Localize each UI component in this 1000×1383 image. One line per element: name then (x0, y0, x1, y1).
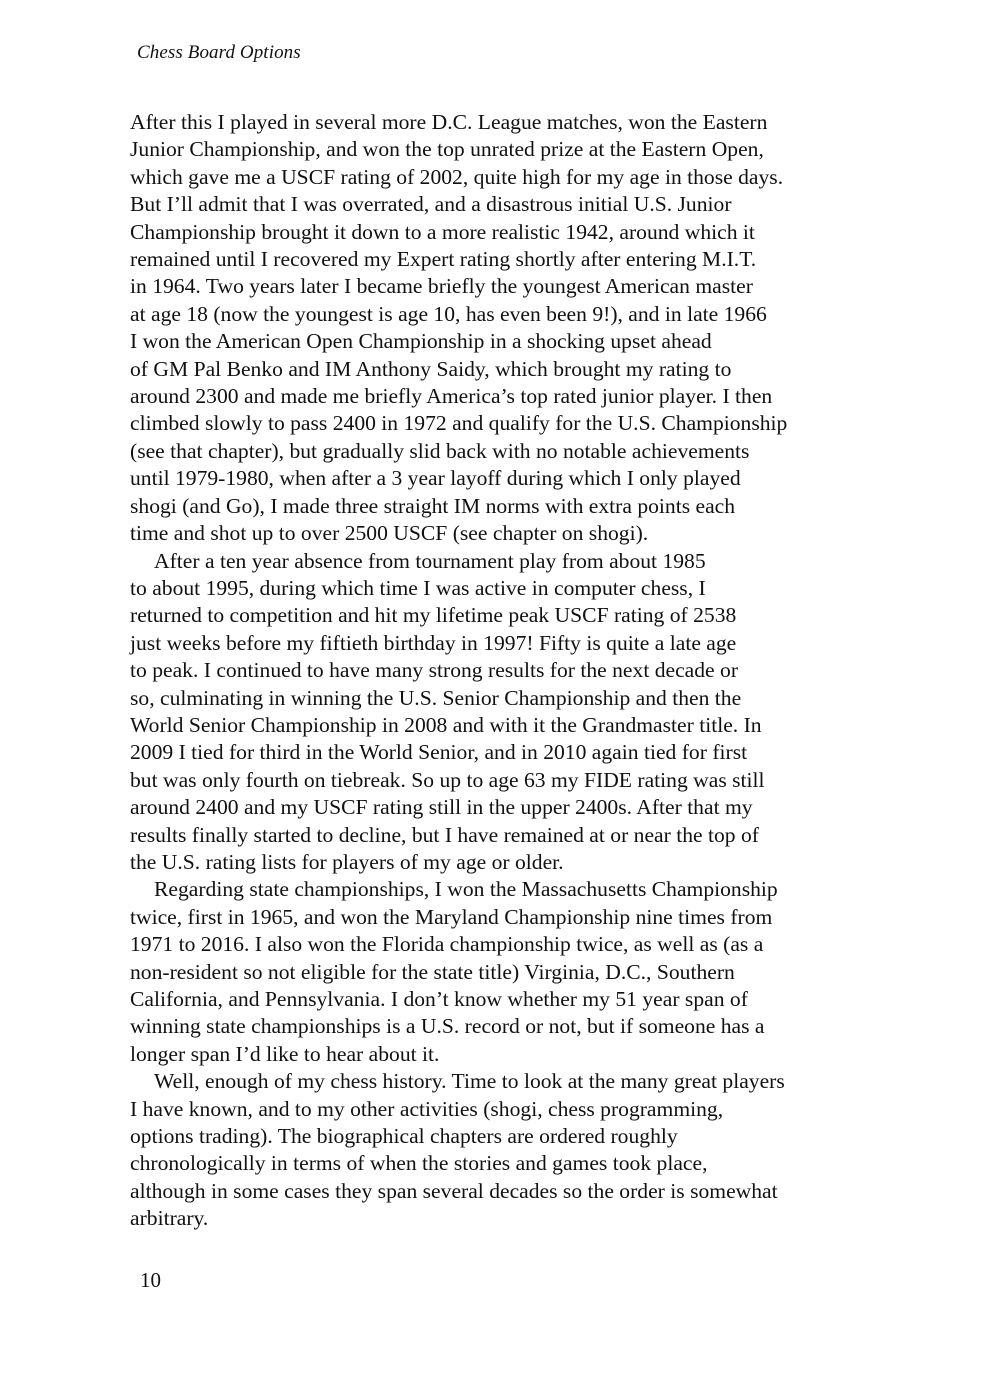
text-line: winning state championships is a U.S. record or not, but if someone has a (130, 1014, 765, 1039)
text-line: Championship brought it down to a more realistic 1942, around which it (130, 219, 755, 244)
text-line: in 1964. Two years later I became briefly the youngest American master (130, 274, 753, 299)
text-line: but was only fourth on tiebreak. So up to age 63 my FIDE rating was still (130, 767, 765, 792)
text-line: longer span I’d like to hear about it. (130, 1041, 440, 1066)
text-line: chronologically in terms of when the stories and games took place, (130, 1151, 708, 1176)
text-line: I won the American Open Championship in a shocking upset ahead (130, 329, 712, 354)
text-line: twice, first in 1965, and won the Maryland Championship nine times from (130, 904, 773, 929)
text-line: I have known, and to my other activities (shogi, chess programming, (130, 1096, 724, 1121)
text-line: But I’ll admit that I was overrated, and a disastrous initial U.S. Junior (130, 192, 732, 217)
text-line: California, and Pennsylvania. I don’t know whether my 51 year span of (130, 987, 748, 1011)
text-line: to peak. I continued to have many strong results for the next decade or (130, 658, 739, 683)
text-line: to about 1995, during which time I was active in computer chess, I (130, 575, 706, 600)
text-line: results finally started to decline, but I have remained at or near the top of (130, 822, 759, 847)
text-line: time and shot up to over 2500 USCF (see chapter on shogi). (130, 521, 649, 546)
paragraph (130, 109, 870, 548)
text-line: Regarding state championships, I won the Massachusetts Championship (154, 877, 778, 902)
text-line: 2009 I tied for third in the World Senior, and in 2010 again tied for first (130, 740, 748, 765)
text-line: which gave me a USCF rating of 2002, quite high for my age in those days. (130, 164, 784, 189)
text-line: around 2300 and made me briefly America’s top rated junior player. I then (130, 384, 773, 409)
running-header-title: Chess Board Options (137, 42, 301, 63)
text-line: non-resident so not eligible for the state title) Virginia, D.C., Southern (130, 959, 735, 984)
text-line: Junior Championship, and won the top unrated prize at the Eastern Open, (130, 137, 764, 162)
paragraph (130, 876, 870, 1068)
paragraph (130, 1068, 870, 1232)
text-line: just weeks before my fiftieth birthday in 1997! Fifty is quite a late age (130, 630, 737, 655)
page-number: 10 (140, 1268, 161, 1292)
text-line: remained until I recovered my Expert rating shortly after entering M.I.T. (130, 247, 757, 272)
text-line: options trading). The biographical chapters are ordered roughly (130, 1124, 678, 1149)
text-line: at age 18 (now the youngest is age 10, has even been 9!), and in late 1966 (130, 301, 767, 326)
paragraph (130, 548, 870, 877)
text-line: of GM Pal Benko and IM Anthony Saidy, which brought my rating to (130, 356, 732, 381)
text-line: 1971 to 2016. I also won the Florida championship twice, as well as (as a (130, 932, 764, 957)
text-line: although in some cases they span several decades so the order is somewhat (130, 1178, 778, 1203)
text-line: shogi (and Go), I made three straight IM norms with extra points each (130, 493, 736, 518)
text-line: the U.S. rating lists for players of my age or older. (130, 849, 564, 874)
text-line: After this I played in several more D.C. League matches, won the Eastern (130, 110, 768, 134)
text-line: climbed slowly to pass 2400 in 1972 and qualify for the U.S. Championship (130, 411, 788, 436)
text-line: so, culminating in winning the U.S. Senior Championship and then the (130, 685, 742, 710)
text-line: returned to competition and hit my lifetime peak USCF rating of 2538 (130, 603, 737, 628)
text-line: After a ten year absence from tournament play from about 1985 (154, 548, 706, 573)
text-line: arbitrary. (130, 1206, 209, 1231)
text-line: (see that chapter), but gradually slid back with no notable achievements (130, 438, 750, 463)
body-text (130, 109, 870, 1233)
text-line: until 1979-1980, when after a 3 year layoff during which I only played (130, 466, 741, 491)
text-line: around 2400 and my USCF rating still in the upper 2400s. After that my (130, 795, 753, 820)
text-line: Well, enough of my chess history. Time to look at the many great players (154, 1069, 785, 1094)
text-line: World Senior Championship in 2008 and with it the Grandmaster title. In (130, 712, 762, 737)
